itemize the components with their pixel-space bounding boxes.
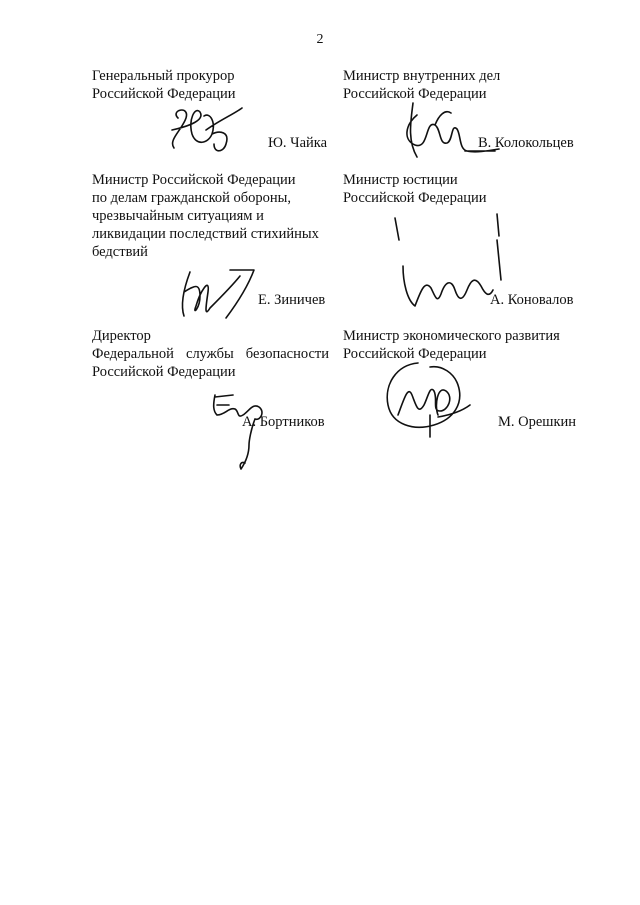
title-line: Министр внутренних дел (343, 68, 501, 84)
title-line: Генеральный прокурор (92, 68, 235, 84)
signer-name: М. Орешкин (498, 414, 577, 430)
signer-name: В. Колокольцев (478, 135, 574, 151)
signer-name: А. Коновалов (490, 292, 574, 308)
title-line: Министр Российской Федерации (92, 172, 296, 188)
title-line: Федеральной службы безопасности (92, 346, 329, 362)
title-line: Российской Федерации (92, 86, 236, 102)
handwritten-signature (170, 262, 260, 322)
signatory-title-justice (343, 171, 583, 207)
title-line: Российской Федерации (343, 86, 487, 102)
title-line: по делам гражданской обороны, (92, 190, 292, 206)
title-line: ликвидации последствий стихийных (92, 226, 319, 242)
title-line: чрезвычайным ситуациям и (92, 208, 264, 224)
handwritten-signature (160, 100, 250, 160)
signer-name: Ю. Чайка (268, 135, 328, 151)
title-line: Директор (92, 328, 151, 344)
title-line: Министр экономического развития (343, 328, 560, 344)
title-line: Министр юстиции (343, 172, 458, 188)
page-number: 2 (316, 32, 324, 47)
signatory-title-prosecutor (92, 67, 332, 103)
handwritten-signature (378, 355, 478, 445)
signatory-title-emergency (92, 171, 332, 261)
handwritten-signature (395, 95, 505, 165)
title-line: Российской Федерации (343, 346, 487, 362)
title-line: бедствий (92, 244, 148, 260)
signatory-title-fsb (92, 327, 329, 381)
signer-name: Е. Зиничев (258, 292, 326, 308)
title-line: Российской Федерации (92, 364, 236, 380)
title-line: Российской Федерации (343, 190, 487, 206)
signer-name: А. Бортников (242, 414, 325, 430)
